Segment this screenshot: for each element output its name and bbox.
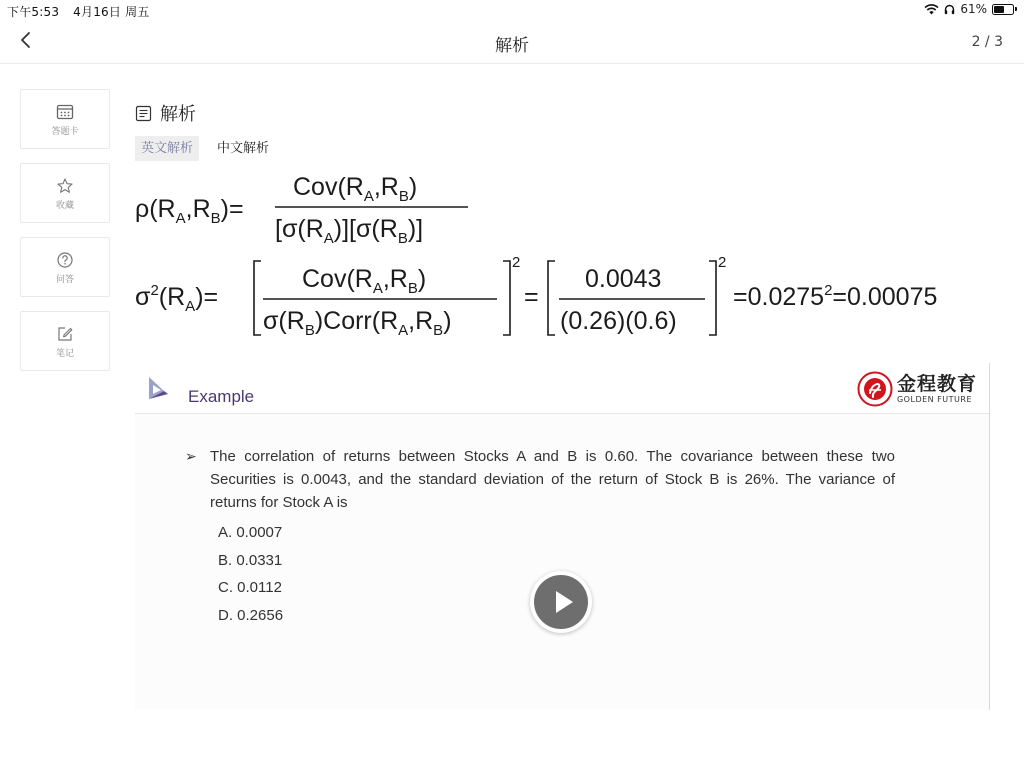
headphones-icon (944, 4, 955, 15)
play-icon (556, 591, 573, 613)
brand-logo (857, 371, 977, 407)
status-date: 4月16日 周五 (73, 5, 150, 19)
formula2-numerator1: $Cov(R_A,R_B)$ (302, 265, 427, 297)
tab-chinese-analysis[interactable]: 中文解析 (217, 141, 270, 156)
answer-card-button[interactable] (20, 89, 110, 149)
status-right (924, 2, 1014, 16)
formula-image (135, 165, 995, 345)
tool-label-favorite: 收藏 (55, 201, 74, 211)
question-text: The correlation of returns between Stocks A and B is 0.60. The covariance between these two Securities is 0.0043, and the standard deviation of the return of Stock B is 26%. The variance of returns for Stock A is (210, 448, 895, 511)
example-slide (135, 363, 990, 710)
formula2-numerator2: 0.0043 (585, 265, 662, 293)
formula2-exponent2: 2 (718, 254, 727, 271)
notes-button[interactable] (20, 311, 110, 371)
formula-correlation (135, 173, 468, 247)
formula1-denominator: $[\sigma(R_A)][\sigma(R_B)]$ (275, 215, 424, 247)
golden-future-seal-icon (857, 371, 893, 407)
favorite-button[interactable] (20, 163, 110, 223)
qa-button[interactable] (20, 237, 110, 297)
bracket-left-2 (548, 261, 555, 335)
formula1-lhs: $\rho(R_A,R_B)=$ (135, 195, 244, 227)
brand-text (896, 372, 977, 404)
battery-icon (992, 4, 1014, 15)
battery-percent: 61% (960, 2, 987, 16)
formula2-denominator2: (0.26)(0.6) (560, 307, 677, 335)
formula2-equals: = (524, 283, 539, 311)
formula2-lhs: $\sigma^2(R_A)=$ (135, 282, 219, 315)
example-logo-icon (144, 375, 172, 403)
option-c: C. 0.0112 (218, 579, 282, 596)
question-icon (56, 251, 74, 269)
formula-variance (135, 254, 937, 339)
wifi-icon (924, 4, 939, 15)
formula2-exponent1: 2 (512, 254, 521, 271)
bracket-right-2 (709, 261, 716, 335)
answer-card-icon (56, 103, 74, 121)
option-a: A. 0.0007 (218, 524, 283, 541)
nav-bar (0, 20, 1024, 64)
formula2-result: $=0.0275^2=0.00075$ (733, 282, 938, 311)
play-button-circle (534, 575, 588, 629)
bracket-left-1 (254, 261, 261, 335)
bracket-right-1 (503, 261, 510, 335)
play-button[interactable] (530, 571, 592, 633)
tool-label-notes: 笔记 (55, 349, 74, 359)
battery-fill (994, 6, 1004, 13)
star-icon (56, 177, 74, 195)
option-b: B. 0.0331 (218, 551, 283, 569)
brand-name-en: GOLDEN FUTURE (896, 394, 972, 404)
tab-english-analysis[interactable]: 英文解析 (135, 136, 199, 161)
note-edit-icon (56, 325, 74, 343)
status-left (7, 3, 160, 20)
analysis-tabs (135, 136, 287, 161)
brand-name-cn: 金程教育 (896, 372, 977, 395)
analysis-title: 解析 (160, 104, 196, 125)
tool-label-qa: 问答 (55, 275, 74, 285)
example-title: Example (188, 387, 255, 406)
tool-label-answer-card: 答题卡 (51, 127, 79, 137)
page-indicator: 2 / 3 (971, 34, 1003, 50)
example-header (135, 363, 989, 414)
option-d: D. 0.2656 (218, 606, 284, 624)
page-title: 解析 (495, 36, 529, 56)
status-time: 下午5:53 (7, 5, 60, 19)
document-icon (135, 105, 152, 122)
status-bar (0, 0, 1024, 20)
formula2-denominator1: $\sigma(R_B)Corr(R_A,R_B)$ (263, 307, 452, 339)
formula1-numerator: $Cov(R_A,R_B)$ (293, 173, 418, 205)
analysis-header (135, 100, 196, 126)
arrow-bullet-icon: ➢ (185, 448, 197, 464)
